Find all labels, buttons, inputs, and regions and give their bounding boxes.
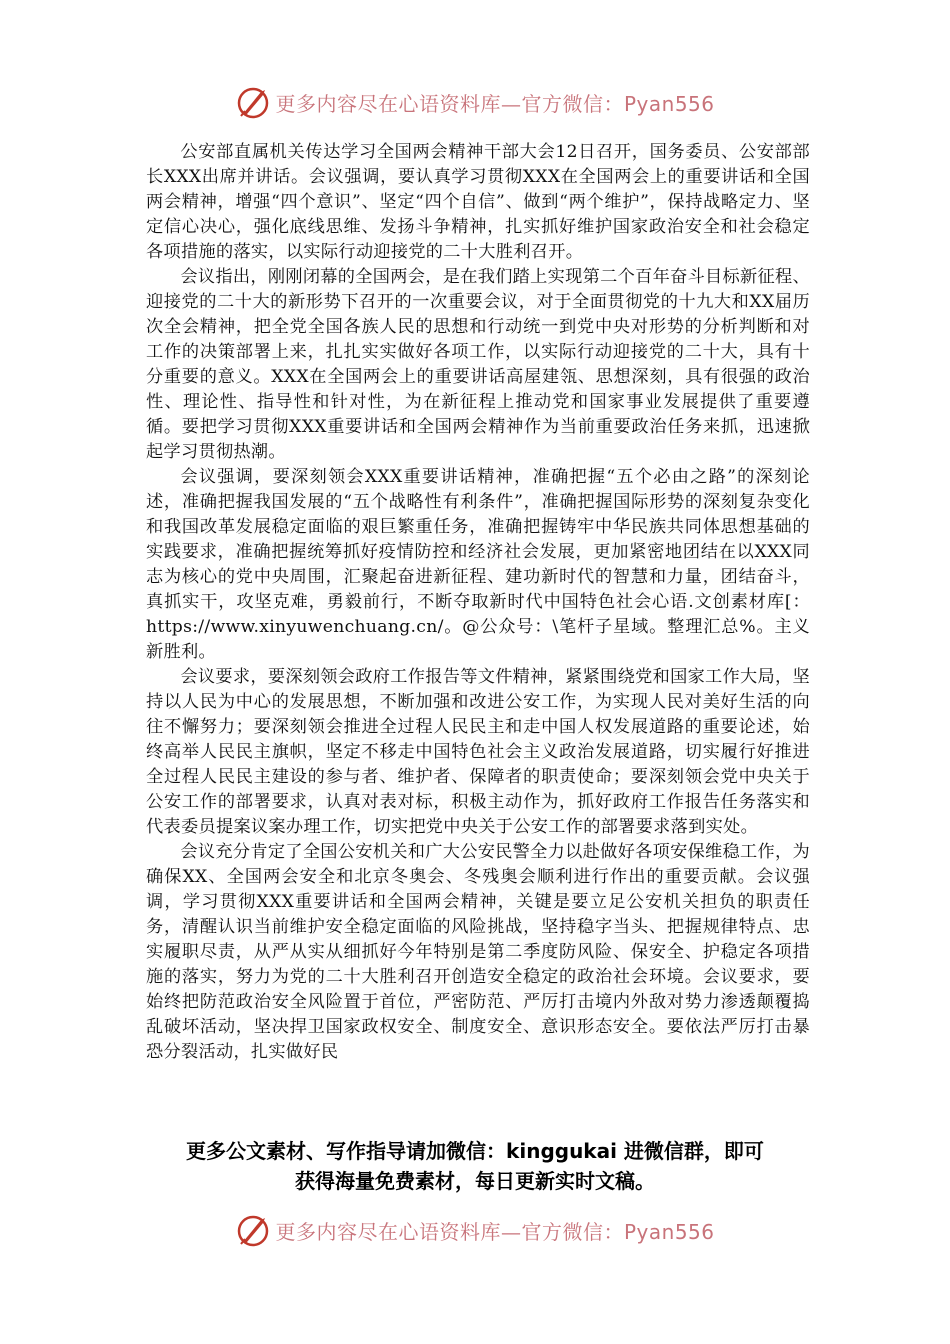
quill-logo-icon bbox=[235, 84, 271, 120]
header-banner bbox=[0, 82, 950, 122]
paragraph-1: 公安部直属机关传达学习全国两会精神干部大会12日召开，国务委员、公安部部长XXX出席并讲话。会议强调，要认真学习贯彻XXX在全国两会上的重要讲话和全国两会精神，增强“四个意识”、坚定“四个自信”、做到“两个维护”，保持战略定力、坚定信心决心，强化底线思维、发扬斗争精神，扎实抓好维护国家政治安全和社会稳定各项措施的落实，以实际行动迎接党的二十大胜利召开。 bbox=[146, 142, 810, 262]
paragraph-2: 会议指出，刚刚闭幕的全国两会，是在我们踏上实现第二个百年奋斗目标新征程、迎接党的二十大的新形势下召开的一次重要会议，对于全面贯彻党的十九大和XX届历次全会精神，把全党全国各族人民的思想和行动统一到党中央对形势的分析判断和对工作的决策部署上来，扎扎实实做好各项工作，以实际行动迎接党的二十大，具有十分重要的意义。XXX在全国两会上的重要讲话高屋建瓴、思想深刻，具有很强的政治性、理论性、指导性和针对性，为在新征程上推动党和国家事业发展提供了重要遵循。要把学习贯彻XXX重要讲话和全国两会精神作为当前重要政治任务来抓，迅速掀起学习贯彻热潮。 bbox=[146, 267, 810, 462]
paragraph-4: 会议要求，要深刻领会政府工作报告等文件精神，紧紧围绕党和国家工作大局，坚持以人民为中心的发展思想，不断加强和改进公安工作，为实现人民对美好生活的向往不懈努力；要深刻领会推进全过程人民民主和走中国人权发展道路的重要论述，始终高举人民民主旗帜，坚定不移走中国特色社会主义政治发展道路，切实履行好推进全过程人民民主建设的参与者、维护者、保障者的职责使命；要深刻领会党中央关于公安工作的部署要求，认真对表对标，积极主动作为，抓好政府工作报告任务落实和代表委员提案议案办理工作，切实把党中央关于公安工作的部署要求落到实处。 bbox=[146, 667, 810, 837]
footer-note-line-2: 获得海量免费素材，每日更新实时文稿。 bbox=[295, 1169, 655, 1193]
header-banner-text: 更多内容尽在心语资料库—官方微信： bbox=[275, 91, 624, 116]
header-banner-wechat: Pyan556 bbox=[623, 91, 715, 116]
paragraph-5: 会议充分肯定了全国公安机关和广大公安民警全力以赴做好各项安保维稳工作，为确保XX、全国两会安全和北京冬奥会、冬残奥会顺利进行作出的重要贡献。会议强调，学习贯彻XXX重要讲话和全国两会精神，关键是要立足公安机关担负的职责任务，清醒认识当前维护安全稳定面临的风险挑战，坚持稳字当头、把握规律特点、忠实履职尽责，从严从实从细抓好今年特别是第二季度防风险、保安全、护稳定各项措施的落实，努力为党的二十大胜利召开创造安全稳定的政治社会环境。会议要求，要始终把防范政治安全风险置于首位，严密防范、严厉打击境内外敌对势力渗透颠覆捣乱破坏活动，坚决捍卫国家政权安全、制度安全、意识形态安全。要依法严厉打击暴恐分裂活动，扎实做好民 bbox=[146, 842, 810, 1062]
footer-banner bbox=[0, 1210, 950, 1250]
quill-logo-icon bbox=[235, 1212, 271, 1248]
footer-note-line-1: 更多公文素材、写作指导请加微信：kinggukai 进微信群，即可 bbox=[186, 1139, 764, 1163]
footer-banner-wechat: Pyan556 bbox=[623, 1219, 715, 1244]
footer-banner-text: 更多内容尽在心语资料库—官方微信： bbox=[275, 1219, 624, 1244]
footer-note bbox=[120, 1136, 830, 1196]
document-body bbox=[146, 140, 810, 1065]
paragraph-3: 会议强调，要深刻领会XXX重要讲话精神，准确把握“五个必由之路”的深刻论述，准确把握我国发展的“五个战略性有利条件”，准确把握国际形势的深刻复杂变化和我国改革发展稳定面临的艰巨繁重任务，准确把握铸牢中华民族共同体思想基础的实践要求，准确把握统筹抓好疫情防控和经济社会发展，更加紧密地团结在以XXX同志为核心的党中央周围，汇聚起奋进新征程、建功新时代的智慧和力量，团结奋斗，真抓实干，攻坚克难，勇毅前行，不断夺取新时代中国特色社会心语.文创素材库[：https://www.xinyuwenchuang.cn/。@公众号：\笔杆子星域。整理汇总%。主义新胜利。 bbox=[146, 467, 810, 662]
